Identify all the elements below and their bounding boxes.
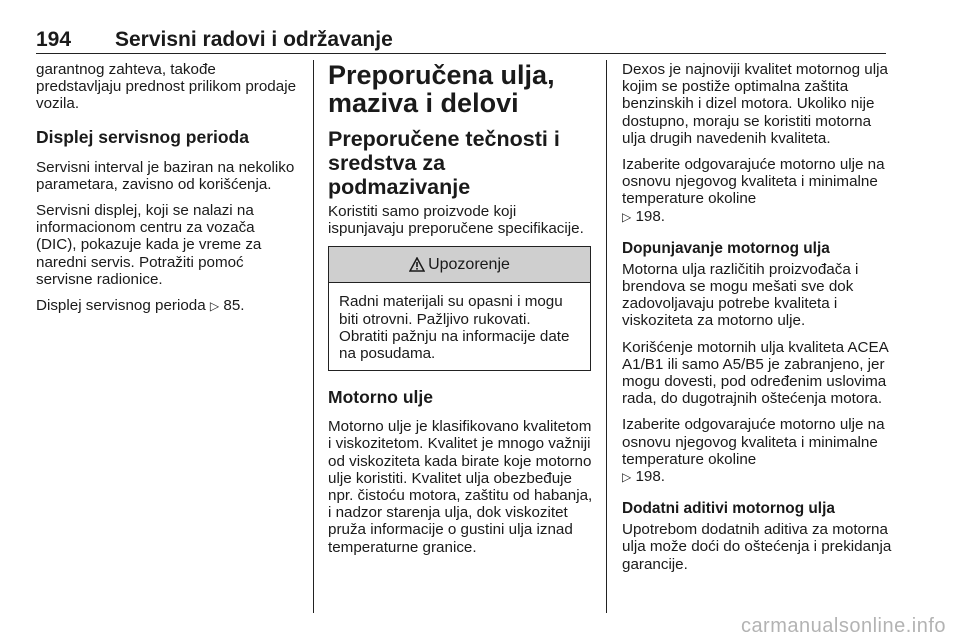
paragraph-text: Izaberite odgovarajuće motorno ulje na osnovu njegovog kvaliteta i minimalne temperature okoline: [622, 156, 885, 208]
page-reference[interactable]: 85.: [223, 297, 245, 315]
warning-title: Upozorenje: [428, 255, 510, 273]
paragraph: Korišćenje motornih ulja kvaliteta ACEA A1/B1 ili samo A5/B5 je zabranjeno, jer mogu dovesti, pod određenim uslovima rada, do dugotrajnih oštećenja motora.: [622, 338, 888, 408]
warning-header: [329, 247, 590, 283]
page-reference-icon: ▷: [622, 470, 632, 485]
column-1: [36, 61, 296, 324]
heading-service-display: Displej servisnog perioda: [36, 126, 249, 147]
paragraph-text: Izaberite odgovarajuće motorno ulje na osnovu njegovog kvaliteta i minimalne temperature okoline: [622, 416, 885, 468]
paragraph: Motorno ulje je klasifikovano kvalitetom i viskozitetom. Kvalitet je mnogo važniji od viskoziteta kada birate koje motorno ulje koristiti. Kvalitet ulja obezbeđuje npr. čistoću motora, zaštitu od habanja, i nadzor starenja ulja, dok viskozitet pruža informacije o gustini ulja iznad temperaturne granice.: [328, 418, 593, 556]
warning-triangle-icon: [409, 257, 425, 272]
paragraph: Servisni displej, koji se nalazi na informacionom centru za vozača (DIC), pokazuje kada je vreme za naredni servis. Potražiti pomoć servisne radionice.: [36, 202, 262, 288]
paragraph: Servisni interval je baziran na nekoliko parametara, zavisno od korišćenja.: [36, 158, 295, 193]
paragraph-with-reference: [36, 297, 296, 315]
page-number: 194: [36, 28, 72, 51]
column-3: [622, 61, 892, 582]
paragraph-text: Displej servisnog perioda: [36, 297, 206, 315]
heading-topping-up-oil: Dopunjavanje motornog ulja: [622, 239, 830, 257]
header-divider: [36, 53, 886, 54]
page-reference-icon: ▷: [622, 209, 632, 224]
heading-oil-additives: Dodatni aditivi motornog ulja: [622, 500, 835, 518]
paragraph-with-reference: [622, 416, 892, 486]
warning-text: Radni materijali su opasni i mogu biti otrovni. Pažljivo rukovati. Obratiti pažnju na informacije date na posudama.: [339, 293, 570, 363]
page-header: [36, 28, 886, 50]
paragraph: Motorna ulja različitih proizvođača i brendova se mogu mešati sve dok zadovoljavaju potrebe kvaliteta i viskoziteta za motorno ulje.: [622, 260, 859, 330]
paragraph: Koristiti samo proizvode koji ispunjavaju preporučene specifikacije.: [328, 203, 584, 238]
paragraph-with-reference: [622, 156, 892, 226]
warning-box: [328, 246, 591, 371]
paragraph: Dexos je najnoviji kvalitet motornog ulja kojim se postiže optimalna zaštita benzinskih i dizel motora. Ukoliko nije dostupno, moraju se koristiti motorna ulja drugih navedenih kvaliteta.: [622, 61, 888, 147]
column-divider-1: [313, 60, 314, 613]
page-reference-icon: ▷: [209, 299, 220, 314]
paragraph: garantnog zahteva, takođe predstavljaju prednost prilikom prodaje vozila.: [36, 61, 297, 113]
section-title: Servisni radovi i održavanje: [115, 28, 393, 51]
column-divider-2: [606, 60, 607, 613]
paragraph: Upotrebom dodatnih aditiva za motorna ulja može doći do oštećenja i prekidanja garancije.: [622, 521, 892, 573]
page-reference[interactable]: 198.: [635, 207, 666, 225]
watermark: carmanualsonline.info: [740, 615, 946, 637]
heading-engine-oil: Motorno ulje: [328, 387, 433, 408]
chapter-title: Preporučena ulja, maziva i delovi: [328, 60, 555, 118]
warning-body: [329, 283, 590, 370]
column-2: [328, 61, 593, 565]
page-reference[interactable]: 198.: [635, 468, 666, 486]
section-subtitle: Preporučene tečnosti i sredstva za podmazivanje: [328, 127, 560, 199]
